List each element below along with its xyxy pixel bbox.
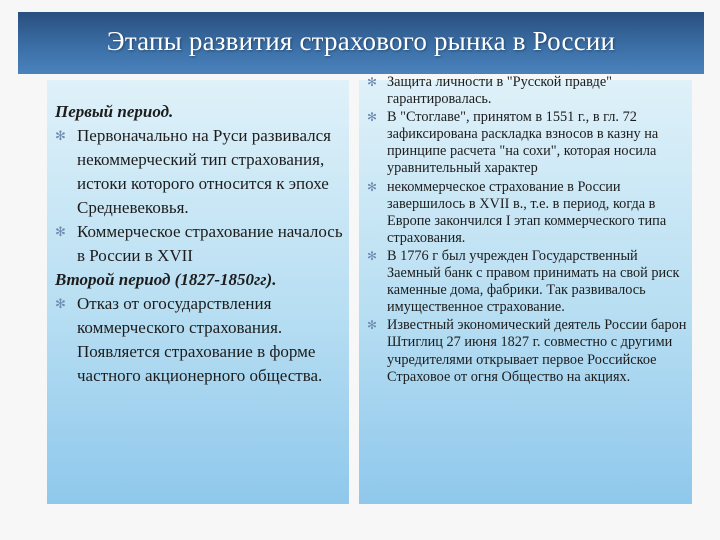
title-bar	[18, 12, 704, 74]
list-item	[367, 74, 689, 108]
second-period-heading: Второй период (1827-1850гг).	[55, 270, 277, 289]
right-panel	[359, 74, 692, 504]
asterisk-bullet-icon: ✻	[367, 110, 378, 125]
list-item-text: некоммерческое страхование в России завершилось в XVII в., т.е. в период, когда в Европе закончился I этап коммерческого типа страхования.	[387, 178, 667, 246]
list-item	[367, 109, 689, 177]
list-item-text: Отказ от огосударствления коммерческого страхования. Появляется страхование в форме частного акционерного общества.	[77, 294, 323, 385]
list-item	[55, 124, 345, 220]
right-content	[367, 74, 689, 387]
left-content	[55, 100, 345, 388]
list-item	[55, 292, 345, 388]
left-panel	[47, 80, 349, 504]
asterisk-bullet-icon: ✻	[367, 318, 378, 333]
asterisk-bullet-icon: ✻	[367, 248, 378, 263]
list-item	[55, 220, 345, 268]
asterisk-bullet-icon: ✻	[55, 224, 66, 239]
list-item-text: В 1776 г был учрежден Государственный Заемный банк с правом принимать на свой риск каменные дома, фабрики. Так развивалось имущественное страхование.	[387, 247, 680, 316]
list-item-text: В "Стоглаве", принятом в 1551 г., в гл. 72 зафиксирована раскладка взносов в казну на принципе расчета "на сохи", которая носила уравнительный характер	[387, 109, 659, 177]
first-period-heading: Первый период.	[55, 102, 174, 121]
list-item	[367, 248, 689, 316]
list-item	[367, 179, 689, 247]
list-item	[367, 317, 689, 385]
list-item-text: Известный экономический деятель России барон Штиглиц 27 июня 1827 г. совместно с другими учредителями открывает первое Российское Страховое от огня Общество на акциях.	[387, 317, 687, 385]
list-item-text: Защита личности в "Русской правде" гарантировалась.	[387, 74, 613, 108]
asterisk-bullet-icon: ✻	[55, 128, 66, 143]
page-title: Этапы развития страхового рынка в России	[106, 26, 616, 56]
list-item-text: Коммерческое страхование началось в России в XVII	[77, 222, 343, 265]
list-item-text: Первоначально на Руси развивался некоммерческий тип страхования, истоки которого относится к эпохе Средневековья.	[77, 126, 331, 217]
asterisk-bullet-icon: ✻	[367, 75, 378, 89]
asterisk-bullet-icon: ✻	[367, 179, 378, 194]
asterisk-bullet-icon: ✻	[55, 296, 66, 311]
